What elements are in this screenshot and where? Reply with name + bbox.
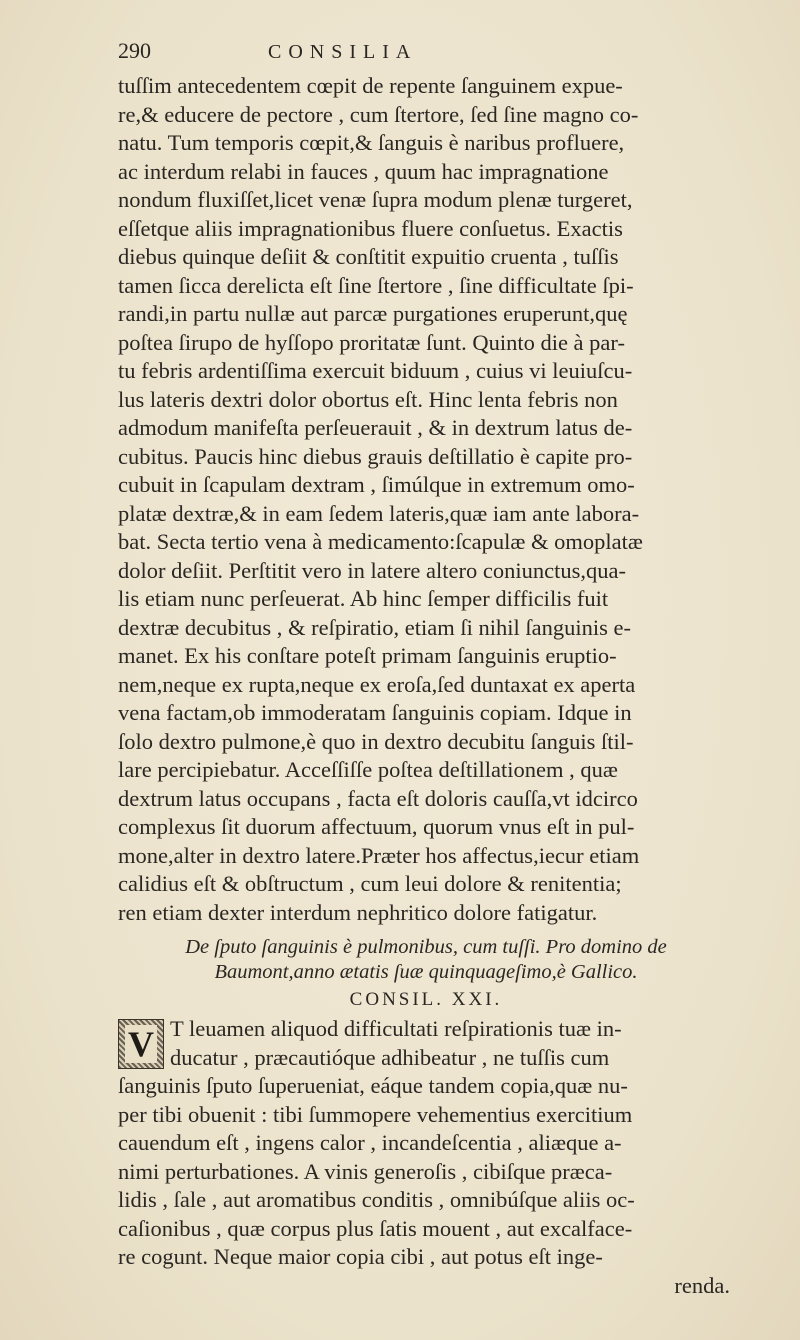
- text-line: ſolo dextro pulmone,è quo in dextro decubitu ſanguis ſtil-: [118, 728, 634, 754]
- text-line: admodum manifeſta perſeuerauit , & in dextrum latus de-: [118, 415, 633, 440]
- text-line: lis etiam nunc perſeuerat. Ab hinc ſemper difficilis fuit: [118, 586, 609, 611]
- text-line: diebus quinque deſiit & conſtitit expuitio cruenta , tuſſis: [118, 244, 619, 269]
- text-line: ſanguinis ſputo ſuperueniat, eáque tandem copia,quæ nu-: [118, 1073, 628, 1098]
- heading-line: Baumont,anno ætatis ſuæ quinquageſimo,è Gallico.: [214, 961, 638, 983]
- heading-line: De ſputo ſanguinis è pulmonibus, cum tuſſi. Pro domino de: [185, 936, 667, 958]
- section-heading: [118, 935, 734, 1013]
- text-line: ren etiam dexter interdum nephritico dolore fatigatur.: [118, 899, 598, 925]
- text-line: natu. Tum temporis cœpit,& ſanguis è naribus profluere,: [118, 130, 625, 155]
- page-number: 290: [118, 38, 151, 63]
- text-line: dextræ decubitus , & reſpiratio, etiam ſi nihil ſanguinis e-: [118, 614, 632, 640]
- text-line: ac interdum relabi in fauces , quum hac impragnatione: [118, 158, 609, 184]
- consil-number: CONSIL. XXI.: [349, 989, 503, 1010]
- text-line: tuſſim antecedentem cœpit de repente ſanguinem expue-: [118, 73, 623, 98]
- text-line: caſionibus , quæ corpus plus ſatis mouent , aut excalface-: [118, 1215, 633, 1241]
- running-title: CONSILIA: [268, 41, 418, 63]
- text-line: vena factam,ob immoderatam ſanguinis copiam. Idque in: [118, 700, 632, 725]
- text-line: mone,alter in dextro latere.Præter hos affectus,iecur etiam: [118, 842, 640, 868]
- text-line: lus lateris dextri dolor obortus eſt. Hinc lenta febris non: [118, 386, 618, 412]
- text-line: per tibi obuenit : tibi ſummopere vehementius exercitium: [118, 1101, 633, 1127]
- text-line: nondum fluxiſſet,licet venæ ſupra modum plenæ turgeret,: [118, 187, 633, 212]
- text-line: manet. Ex his conſtare poteſt primam ſanguinis eruptio-: [118, 643, 617, 668]
- text-line: cubitus. Paucis hinc diebus grauis deſtillatio è capite pro-: [118, 443, 633, 469]
- text-line: ducatur , præcautióque adhibeatur , ne tuſſis cum: [170, 1044, 610, 1070]
- text-line: dolor deſiit. Perſtitit vero in latere altero coniunctus,qua-: [118, 557, 626, 583]
- text-line: nimi perturbationes. A vinis generoſis , cibiſque præca-: [118, 1158, 613, 1184]
- text-line: renda.: [674, 1272, 730, 1298]
- text-line: cauendum eſt , ingens calor , incandeſcentia , aliæque a-: [118, 1130, 622, 1155]
- text-line: eſſetque aliis impragnationibus fluere conſuetus. Exactis: [118, 215, 623, 241]
- decorated-initial: [118, 1019, 164, 1069]
- text-line: lidis , ſale , aut aromatibus conditis , omnibúſque aliis oc-: [118, 1187, 635, 1212]
- text-line: cubuit in ſcapulam dextram , ſimúlque in extremum omo-: [118, 472, 635, 497]
- text-line: T leuamen aliquod difficultati reſpirationis tuæ in-: [170, 1016, 622, 1041]
- text-line: tamen ſicca derelicta eſt ſine ſtertore , ſine difficultate ſpi-: [118, 272, 634, 298]
- text-line: nem,neque ex rupta,neque ex eroſa,ſed duntaxat ex aperta: [118, 671, 636, 697]
- text-line: randi,in partu nullæ aut parcæ purgationes eruperunt,quę: [118, 301, 628, 326]
- text-line: lare percipiebatur. Acceſſiſſe poſtea deſtillationem , quæ: [118, 757, 618, 782]
- opening-paragraph: [118, 1015, 734, 1300]
- text-line: bat. Secta tertio vena à medicamento:ſcapulæ & omoplatæ: [118, 529, 643, 554]
- initial-letter: V: [125, 1025, 157, 1063]
- text-line: tu febris ardentiſſima exercuit biduum , cuius vi leuiuſcu-: [118, 358, 633, 383]
- text-line: calidius eſt & obſtructum , cum leui dolore & renitentia;: [118, 871, 622, 896]
- text-line: re cogunt. Neque maior copia cibi , aut potus eſt inge-: [118, 1244, 603, 1269]
- text-line: platæ dextræ,& in eam ſedem lateris,quæ iam ante labora-: [118, 500, 640, 526]
- running-head: [118, 38, 734, 64]
- text-line: poſtea ſirupo de hyſſopo proritatæ ſunt. Quinto die à par-: [118, 329, 625, 355]
- text-line: re,& educere de pectore , cum ſtertore, ſed ſine magno co-: [118, 101, 639, 127]
- body-text: [118, 72, 734, 927]
- text-line: dextrum latus occupans , facta eſt doloris cauſſa,vt idcirco: [118, 785, 638, 811]
- text-line: complexus ſit duorum affectuum, quorum vnus eſt in pul-: [118, 814, 635, 839]
